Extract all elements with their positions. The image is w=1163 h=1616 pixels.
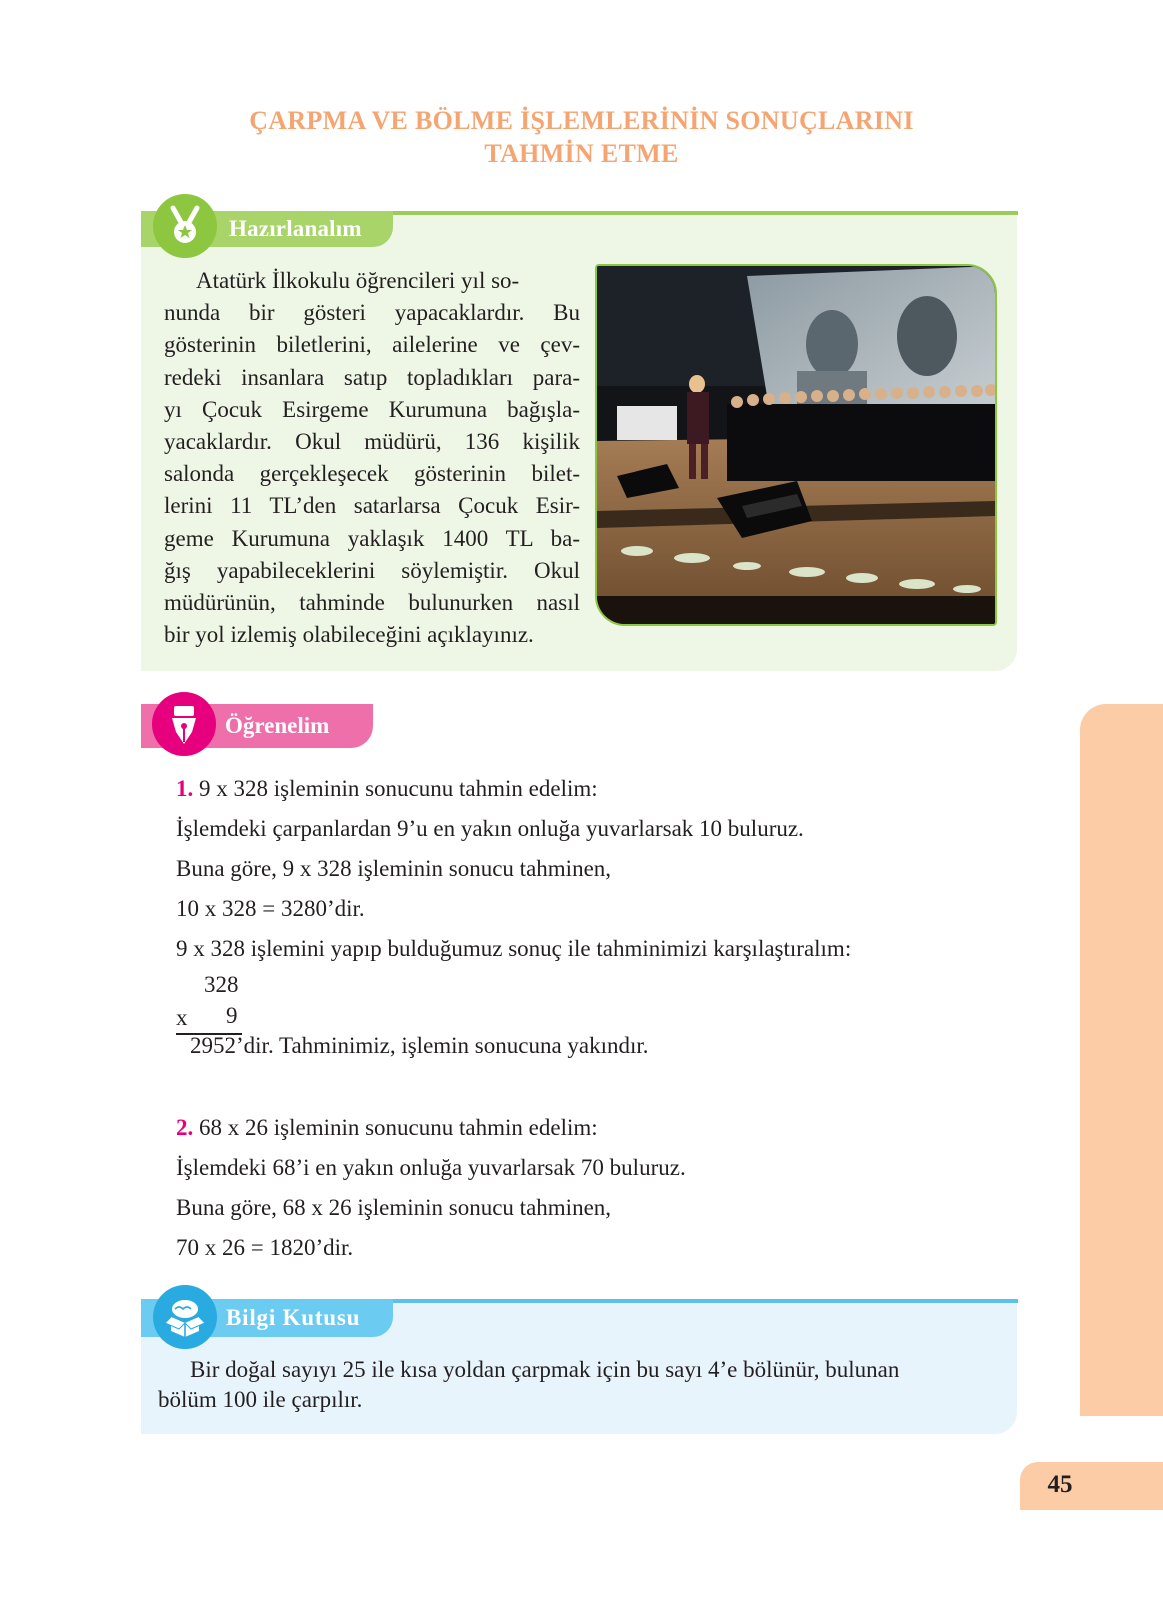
example-2-heading-text: 68 x 26 işleminin sonucunu tahmin edelim: — [193, 1115, 598, 1140]
prepare-line: gösterinin biletlerini, ailelerine ve çev- — [164, 332, 580, 358]
prepare-line: yacaklardır. Okul müdürü, 136 kişilik — [164, 429, 580, 455]
example-2-line-3: 70 x 26 = 1820’dir. — [176, 1235, 354, 1260]
learn-label: Öğrenelim — [225, 713, 330, 738]
example-1-line-1: İşlemdeki çarpanlardan 9’u en yakın onluğa yuvarlarsak 10 buluruz. — [176, 816, 804, 841]
example-1-result: 2952’dir. Tahminimiz, işlemin sonucuna yakındır. — [190, 1033, 649, 1058]
prepare-line: salonda gerçekleşecek gösterinin bilet- — [164, 461, 580, 487]
multiplier: 9 — [226, 1003, 238, 1028]
medal-icon — [153, 194, 217, 258]
info-line-1: Bir doğal sayıyı 25 ile kısa yoldan çarpmak için bu sayı 4’e bölünür, bulunan — [190, 1357, 900, 1382]
side-chapter-tab — [1080, 704, 1163, 1416]
choir-stage-photo — [595, 264, 997, 626]
example-2-line-1: İşlemdeki 68’i en yakın onluğa yuvarlarsak 70 buluruz. — [176, 1155, 686, 1180]
prepare-line: redeki insanlara satıp topladıkları para- — [164, 364, 580, 390]
multiply-operator: x — [176, 1005, 188, 1030]
fountain-pen-icon — [152, 692, 216, 756]
prepare-line: müdürünün, tahminde bulunurken nasıl — [164, 590, 580, 616]
prepare-line: lerini 11 TL’den satarlarsa Çocuk Esir- — [164, 493, 580, 519]
example-2-number: 2. — [176, 1115, 194, 1140]
prepare-line: geme Kurumuna yaklaşık 1400 TL ba- — [164, 525, 580, 551]
title-line-2: TAHMİN ETME — [484, 139, 679, 168]
brain-box-icon — [153, 1285, 217, 1349]
example-2-heading — [176, 1113, 598, 1143]
page-number: 45 — [1047, 1471, 1073, 1498]
prepare-label: Hazırlanalım — [229, 216, 362, 241]
page-title — [0, 104, 1163, 170]
prepare-line: bir yol izlemiş olabileceğini açıklayınız. — [164, 622, 534, 648]
prepare-paragraph — [164, 265, 580, 651]
example-1-line-3: 10 x 328 = 3280’dir. — [176, 896, 365, 921]
prepare-line: ğış yapabileceklerini söylemiştir. Okul — [164, 557, 580, 583]
example-1-number: 1. — [176, 776, 194, 801]
info-label: Bilgi Kutusu — [226, 1305, 361, 1330]
example-2-line-2: Buna göre, 68 x 26 işleminin sonucu tahminen, — [176, 1195, 612, 1220]
info-line-2: bölüm 100 ile çarpılır. — [158, 1387, 363, 1412]
multiplicand: 328 — [204, 972, 239, 997]
prepare-line: Atatürk İlkokulu öğrencileri yıl so- — [196, 268, 520, 293]
prepare-line: nunda bir gösteri yapacaklardır. Bu — [164, 300, 580, 326]
prepare-line: yı Çocuk Esirgeme Kurumuna bağışla- — [164, 396, 580, 422]
info-paragraph — [158, 1355, 1003, 1415]
example-1-heading-text: 9 x 328 işleminin sonucunu tahmin edelim: — [193, 776, 598, 801]
example-1-line-2: Buna göre, 9 x 328 işleminin sonucu tahminen, — [176, 856, 612, 881]
example-1-line-4: 9 x 328 işlemini yapıp bulduğumuz sonuç ile tahminimizi karşılaştıralım: — [176, 936, 852, 961]
title-line-1: ÇARPMA VE BÖLME İŞLEMLERİNİN SONUÇLARINI — [249, 106, 914, 135]
example-1-heading — [176, 774, 598, 804]
